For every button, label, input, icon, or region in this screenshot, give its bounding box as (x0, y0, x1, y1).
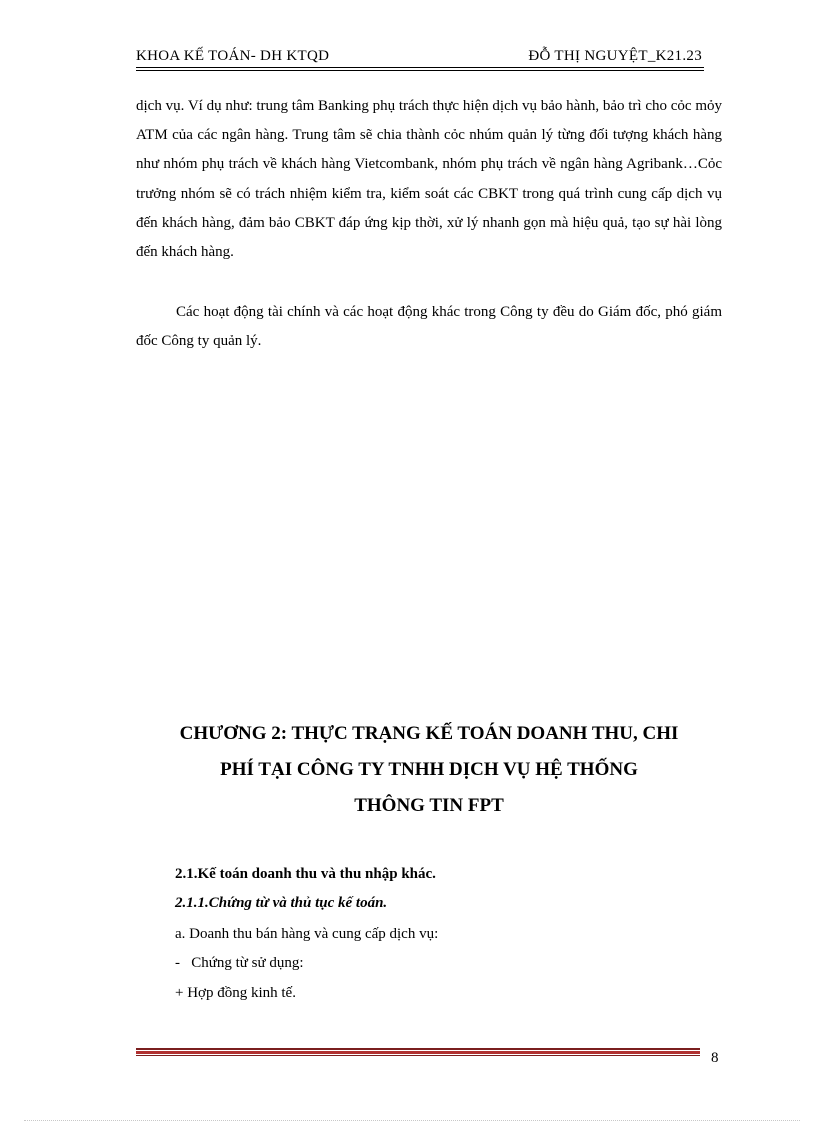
page-edge-divider (24, 1120, 800, 1121)
subsection-a: a. Doanh thu bán hàng và cung cấp dịch vụ: (175, 926, 439, 942)
page-header (136, 46, 704, 68)
body-paragraph-1: dịch vụ. Ví dụ như: trung tâm Banking phụ trách thực hiện dịch vụ bảo hành, bảo trì cho cỏc mỏy ATM của các ngân hàng. Trung tâm sẽ chia thành cỏc nhúm quản lý từng đối tượng khách hàng như nhóm phụ trách về khách hàng Vietcombank, nhóm phụ trách về ngân hàng Agribank…Cỏc trưởng nhóm sẽ có trách nhiệm kiểm tra, kiểm soát các CBKT trong quá trình cung cấp dịch vụ đến khách hàng, đảm bảo CBKT đáp ứng kịp thời, xử lý nhanh gọn mà hiệu quả, tạo sự hài lòng đến khách hàng. (136, 98, 722, 261)
chapter-title (136, 716, 722, 824)
chapter-title-line-2: PHÍ TẠI CÔNG TY TNHH DỊCH VỤ HỆ THỐNG (220, 759, 638, 780)
section-heading-2-1-1: 2.1.1.Chứng từ và thủ tục kế toán. (175, 895, 388, 911)
section-heading-2-1: 2.1.Kế toán doanh thu và thu nhập khác. (175, 866, 436, 882)
list-item-documents: - Chứng từ sử dụng: (175, 955, 304, 971)
footer-rule-bottom (136, 1055, 700, 1056)
header-faculty: KHOA KẾ TOÁN- DH KTQD (136, 48, 330, 64)
header-rule (136, 67, 704, 68)
list-item-contract: + Hợp đồng kinh tế. (175, 985, 296, 1001)
header-author: ĐỖ THỊ NGUYỆT_K21.23 (528, 48, 702, 64)
footer-rule-middle (136, 1051, 700, 1054)
footer-rule-top (136, 1048, 700, 1050)
chapter-title-line-1: CHƯƠNG 2: THỰC TRẠNG KẾ TOÁN DOANH THU, CHI (179, 723, 679, 744)
body-paragraph-2: Các hoạt động tài chính và các hoạt động khác trong Công ty đều do Giám đốc, phó giám đốc Công ty quản lý. (136, 304, 722, 350)
page-number: 8 (711, 1050, 719, 1066)
chapter-title-line-3: THÔNG TIN FPT (354, 795, 504, 816)
header-rule-double (136, 70, 704, 71)
